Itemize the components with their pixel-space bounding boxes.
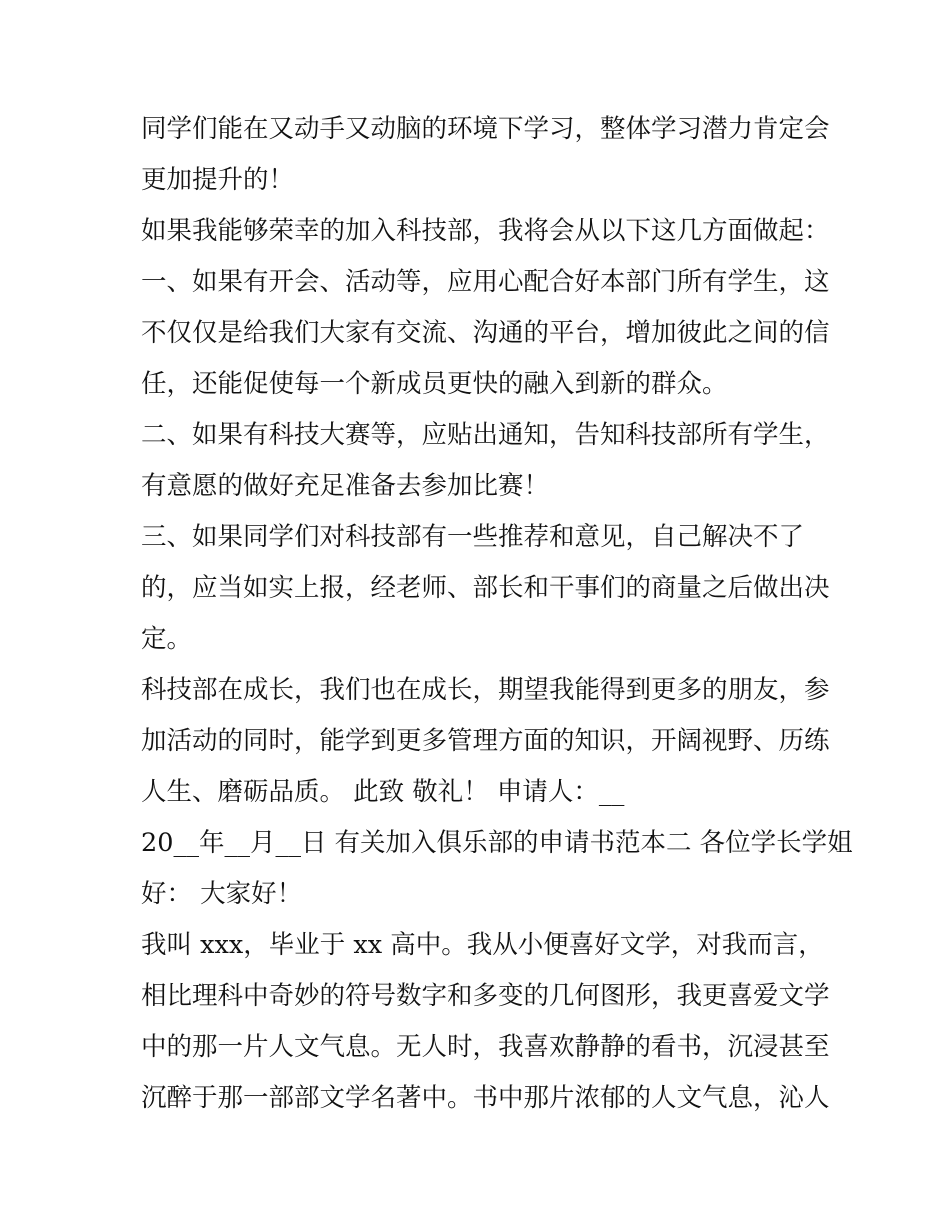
text-line: 更加提升的！ <box>141 165 295 195</box>
text-line: 加活动的同时，能学到更多管理方面的知识，开阔视野、历练 <box>141 726 830 756</box>
text-line: 相比理科中奇妙的符号数字和多变的几何图形，我更喜爱文学 <box>141 981 830 1011</box>
text-line: 一、如果有开会、活动等，应用心配合好本部门所有学生，这 <box>141 267 830 297</box>
text-line: 沉醉于那一部部文学名著中。书中那片浓郁的人文气息，沁人 <box>141 1083 830 1113</box>
text-line: 二、如果有科技大赛等，应贴出通知，告知科技部所有学生， <box>141 420 830 450</box>
text-line: 定。 <box>141 624 193 654</box>
text-line: 三、如果同学们对科技部有一些推荐和意见，自己解决不了 <box>141 522 805 552</box>
text-line: 人生、磨砺品质。 此致 敬礼！ 申请人：__ <box>141 777 625 807</box>
text-line: 好： 大家好！ <box>141 879 303 909</box>
text-line: 同学们能在又动手又动脑的环境下学习，整体学习潜力肯定会 <box>141 114 830 144</box>
text-line: 20__年__月__日 有关加入俱乐部的申请书范本二 各位学长学姐 <box>141 828 853 858</box>
text-line: 不仅仅是给我们大家有交流、沟通的平台，增加彼此之间的信 <box>141 318 830 348</box>
text-line: 我叫 xxx，毕业于 xx 高中。我从小便喜好文学，对我而言， <box>141 930 824 960</box>
text-line: 科技部在成长，我们也在成长，期望我能得到更多的朋友，参 <box>141 675 830 705</box>
text-line: 任，还能促使每一个新成员更快的融入到新的群众。 <box>141 369 728 399</box>
text-line: 有意愿的做好充足准备去参加比赛！ <box>141 471 550 501</box>
text-line: 中的那一片人文气息。无人时，我喜欢静静的看书，沉浸甚至 <box>141 1032 830 1062</box>
text-line: 如果我能够荣幸的加入科技部，我将会从以下这几方面做起： <box>141 216 830 246</box>
text-line: 的，应当如实上报，经老师、部长和干事们的商量之后做出决 <box>141 573 830 603</box>
